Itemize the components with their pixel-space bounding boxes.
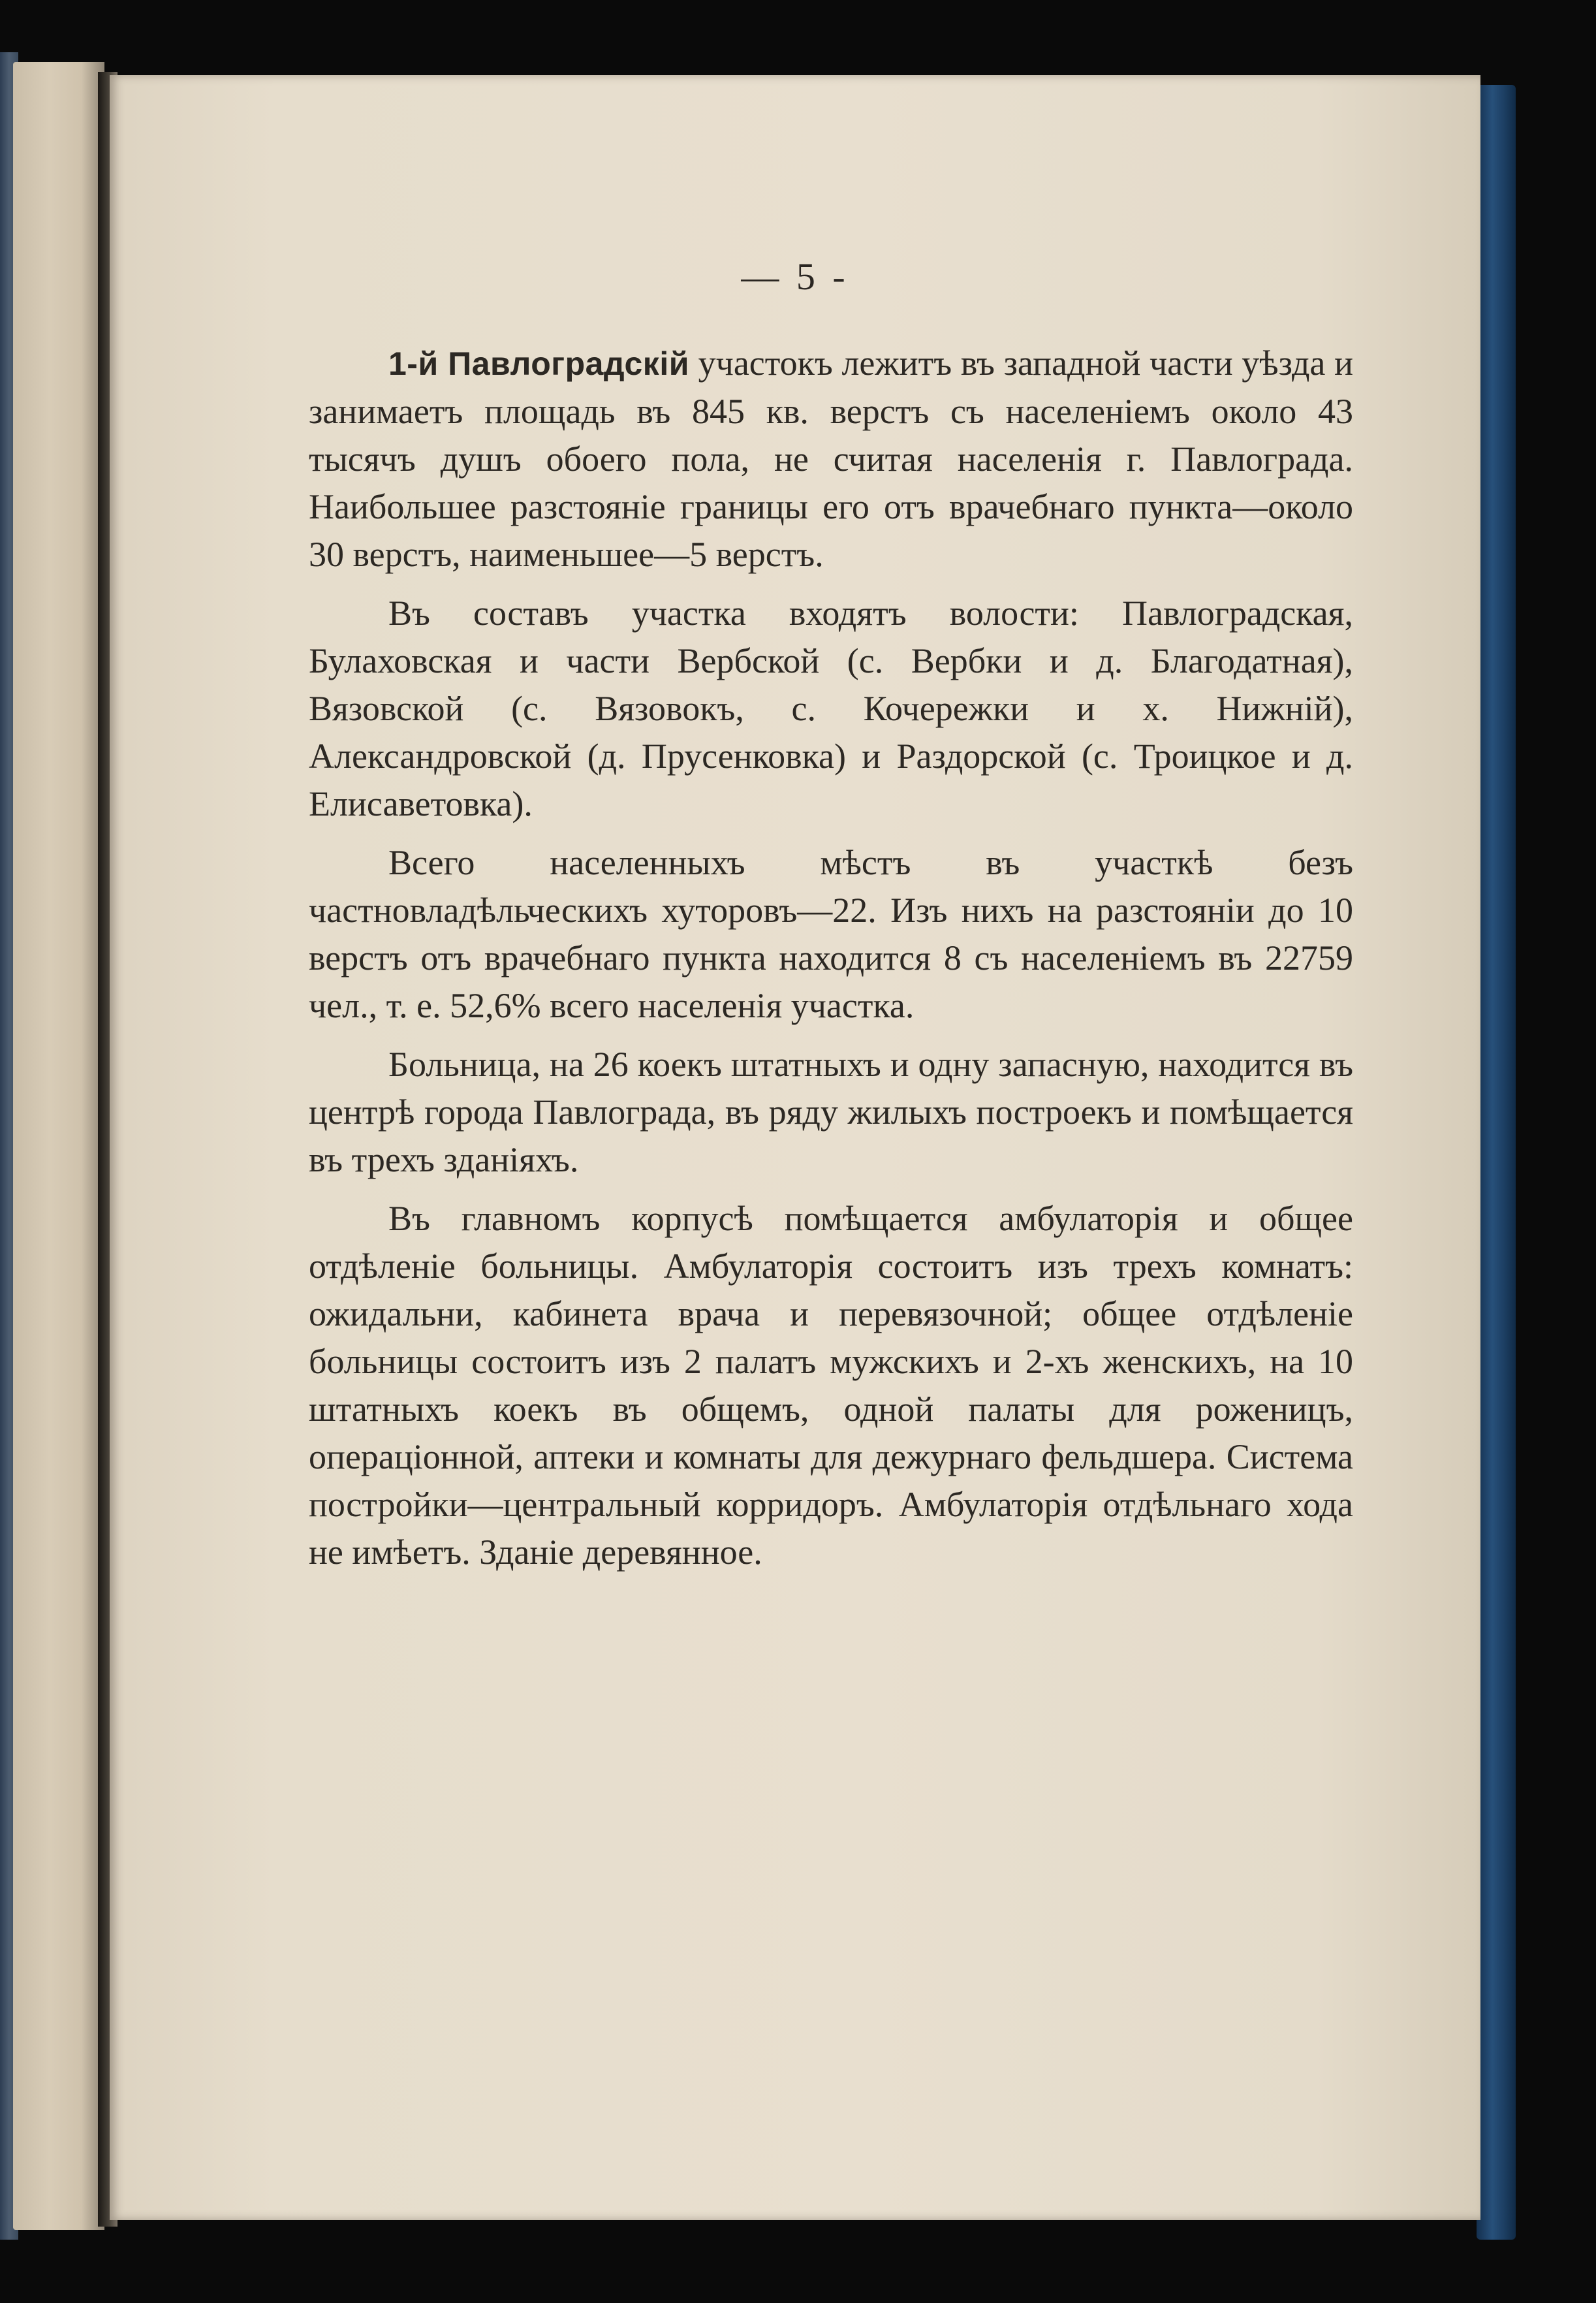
paragraph-settlements xyxy=(309,839,1353,1030)
page-body xyxy=(309,340,1353,1576)
previous-page-edge xyxy=(13,62,104,2230)
paragraph-text: Всего населенныхъ мѣстъ въ участкѣ безъ частновладѣльческихъ хуторовъ—22. Изъ нихъ на разстояніи до 10 верстъ отъ врачебнаго пункта находится 8 съ населеніемъ въ 22759 чел., т. е. 52,6% всего населенія участка. xyxy=(309,843,1353,1025)
page-number: — 5 - xyxy=(741,255,849,298)
blue-cover-edge xyxy=(1477,85,1516,2240)
paragraph-district xyxy=(309,340,1353,579)
paragraph-main-building xyxy=(309,1195,1353,1576)
paragraph-text: Въ главномъ корпусѣ помѣщается амбулаторія и общее отдѣленіе больницы. Амбулаторія состоитъ изъ трехъ комнатъ: ожидальни, кабинета врача и перевязочной; общее отдѣленіе больницы состоитъ изъ 2 палатъ мужскихъ и 2-хъ женскихъ, на 10 штатныхъ коекъ въ общемъ, одной палаты для роженицъ, операціонной, аптеки и комнаты для дежурнаго фельдшера. Система постройки—центральный корридоръ. Амбулаторія отдѣльнаго хода не имѣетъ. Зданіе деревянное. xyxy=(309,1199,1353,1572)
book-page xyxy=(110,75,1480,2220)
paragraph-text: Въ составъ участка входятъ волости: Павлоградская, Булаховская и части Вербской (с. Вербки и д. Благодатная), Вязовской (с. Вязовокъ, с. Кочережки и х. Нижній), Александровской (д. Прусенковка) и Раздорской (с. Троицкое и д. Елисаветовка). xyxy=(309,594,1353,823)
paragraph-hospital xyxy=(309,1041,1353,1184)
paragraph-volosts xyxy=(309,590,1353,828)
paragraph-lead-heading: 1-й Павлоградскій xyxy=(388,345,689,382)
paragraph-text: Больница, на 26 коекъ штатныхъ и одну запасную, находится въ центрѣ города Павлограда, въ ряду жилыхъ построекъ и помѣщается въ трехъ зданіяхъ. xyxy=(309,1045,1353,1179)
paragraph-text: участокъ лежитъ въ западной части уѣзда и занимаетъ площадь въ 845 кв. верстъ съ населеніемъ около 43 тысячъ душъ обоего пола, не считая населенія г. Павлограда. Наибольшее разстояніе границы его отъ врачебнаго пункта—около 30 верстъ, наименьшее—5 верстъ. xyxy=(309,343,1353,574)
